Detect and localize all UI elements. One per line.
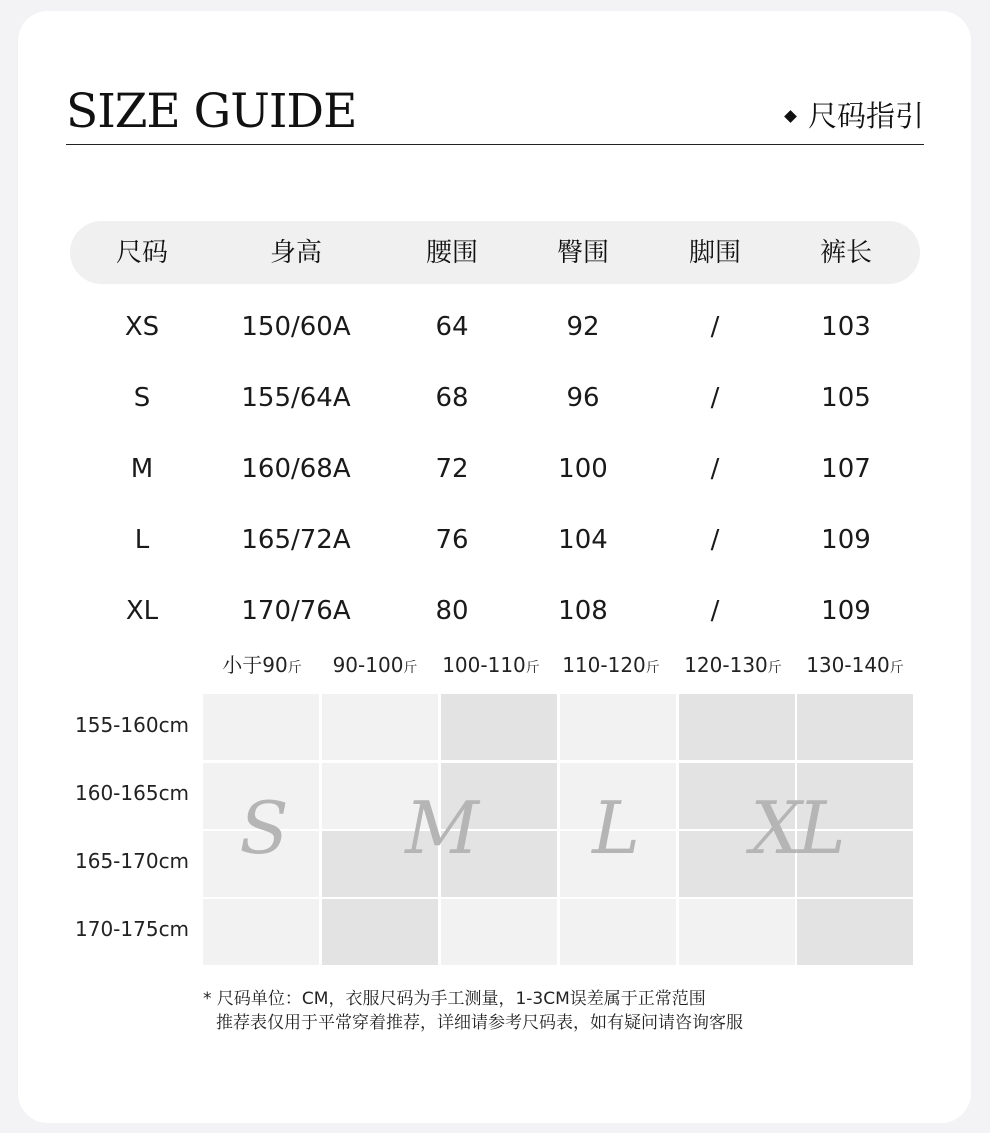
page-title: SIZE GUIDE <box>66 84 357 139</box>
table-cell: 109 <box>821 525 871 555</box>
subtitle-text: 尺码指引 <box>807 99 924 133</box>
note-line-2: 推荐表仅用于平常穿着推荐，详细请参考尺码表，如有疑问请咨询客服 <box>216 1013 743 1033</box>
grid-cell <box>560 899 676 965</box>
height-row-header: 155-160cm <box>75 713 190 737</box>
page-subtitle <box>786 96 924 136</box>
height-row-header: 160-165cm <box>75 781 190 805</box>
title-divider <box>66 144 924 145</box>
table-cell: 107 <box>821 454 871 484</box>
table-cell: 160/68A <box>241 454 351 484</box>
table-cell: 104 <box>558 525 608 555</box>
table-cell: 109 <box>821 596 871 626</box>
col-header-waist: 腰围 <box>425 238 479 268</box>
note-line-1: * 尺码单位：CM，衣服尺码为手工测量，1-3CM误差属于正常范围 <box>203 989 706 1009</box>
grid-cell <box>560 694 676 760</box>
table-cell: 100 <box>558 454 608 484</box>
table-cell: 96 <box>566 383 600 413</box>
grid-cell <box>679 899 795 965</box>
size-label-m: M <box>405 786 475 870</box>
table-cell: 105 <box>821 383 871 413</box>
table-cell: L <box>134 525 150 555</box>
weight-col-header: 130-140斤 <box>806 653 904 677</box>
col-header-size: 尺码 <box>115 238 169 268</box>
table-cell: 92 <box>566 312 600 342</box>
height-row-header: 170-175cm <box>75 917 190 941</box>
table-cell: / <box>710 312 720 342</box>
weight-col-header: 小于90斤 <box>222 653 302 677</box>
col-header-hip: 臀围 <box>556 238 610 268</box>
table-cell: 76 <box>435 525 469 555</box>
grid-cell <box>203 694 319 760</box>
table-cell: / <box>710 454 720 484</box>
grid-cell <box>441 899 557 965</box>
weight-col-header: 90-100斤 <box>332 653 418 677</box>
table-cell: 108 <box>558 596 608 626</box>
table-cell: S <box>133 383 151 413</box>
table-cell: XL <box>125 596 159 626</box>
table-cell: 170/76A <box>241 596 351 626</box>
grid-cell <box>322 694 438 760</box>
grid-cell <box>322 899 438 965</box>
table-cell: 150/60A <box>241 312 351 342</box>
table-cell: 103 <box>821 312 871 342</box>
table-cell: 64 <box>435 312 469 342</box>
table-cell: 80 <box>435 596 469 626</box>
weight-col-header: 110-120斤 <box>562 653 660 677</box>
height-row-header: 165-170cm <box>75 849 190 873</box>
size-label-s: S <box>239 786 285 870</box>
table-cell: M <box>130 454 154 484</box>
grid-cell <box>679 694 795 760</box>
table-cell: 68 <box>435 383 469 413</box>
table-cell: / <box>710 596 720 626</box>
size-label-l: L <box>592 786 636 870</box>
table-cell: XS <box>124 312 160 342</box>
size-label-xl: XL <box>750 786 842 870</box>
weight-col-header: 120-130斤 <box>684 653 782 677</box>
table-cell: / <box>710 525 720 555</box>
grid-cell <box>203 899 319 965</box>
table-cell: 165/72A <box>241 525 351 555</box>
diamond-icon <box>784 110 797 123</box>
table-cell: 155/64A <box>241 383 351 413</box>
grid-cell <box>441 694 557 760</box>
weight-col-header: 100-110斤 <box>442 653 540 677</box>
grid-cell <box>797 899 913 965</box>
table-header-bar <box>70 221 920 284</box>
table-cell: / <box>710 383 720 413</box>
grid-cell <box>797 694 913 760</box>
col-header-length: 裤长 <box>819 238 873 268</box>
col-header-leg-opening: 脚围 <box>688 238 742 268</box>
table-cell: 72 <box>435 454 469 484</box>
col-header-height: 身高 <box>269 238 323 268</box>
